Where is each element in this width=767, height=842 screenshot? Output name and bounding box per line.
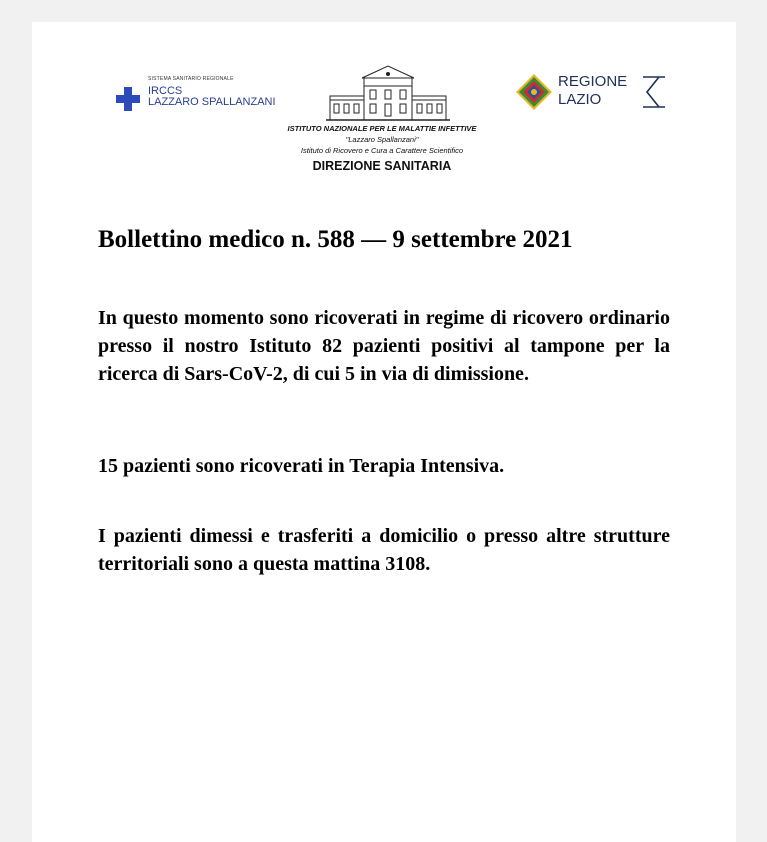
lazio-label: LAZIO xyxy=(558,91,602,108)
regione-label: REGIONE xyxy=(558,73,628,90)
institute-subname: "Lazzaro Spallanzani" xyxy=(345,135,419,144)
institute-name: ISTITUTO NAZIONALE PER LE MALATTIE INFETTIVE xyxy=(287,124,477,133)
bulletin-paragraph-intensive-care: 15 pazienti sono ricoverati in Terapia Intensiva. xyxy=(98,455,505,477)
lazio-emblem-icon xyxy=(515,73,553,111)
regione-lazio-logo xyxy=(515,71,665,113)
bulletin-paragraph-discharged: I pazienti dimessi e trasferiti a domicilio o presso altre strutture territoriali sono a questa mattina 3108. xyxy=(98,525,670,575)
spallanzani-label: LAZZARO SPALLANZANI xyxy=(148,96,276,108)
irccs-label: IRCCS xyxy=(148,85,183,97)
department-label: DIREZIONE SANITARIA xyxy=(312,159,452,173)
bulletin-paragraph-hospitalized: In questo momento sono ricoverati in regime di ricovero ordinario presso il nostro Istituto 82 pazienti positivi al tampone per la ricerca di Sars-CoV-2, di cui 5 in via di dimissione. xyxy=(98,307,670,385)
medical-cross-icon xyxy=(114,85,142,113)
regional-system-label: SISTEMA SANITARIO REGIONALE xyxy=(148,76,234,82)
bulletin-title: Bollettino medico n. 588 — 9 settembre 2021 xyxy=(98,226,573,253)
document-page xyxy=(32,22,736,842)
institute-type: Istituto di Ricovero e Cura a Carattere Scientifico xyxy=(300,146,464,155)
institute-building-icon xyxy=(324,64,452,122)
spallanzani-logo xyxy=(114,76,284,116)
